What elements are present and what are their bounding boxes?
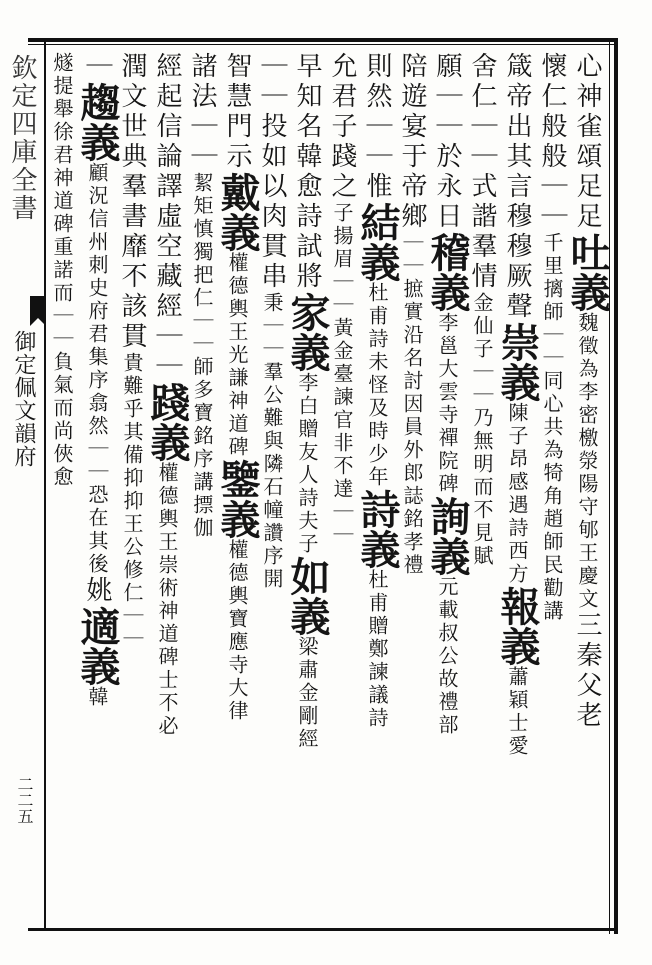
annotation-text: 燧提舉徐君神道碑重諾而｜｜負氣而尚俠 xyxy=(50,52,74,466)
entry-heading: 詢義 xyxy=(424,496,471,576)
body-text: 潤文世典羣書靡不該貫 xyxy=(117,52,147,352)
annotation-text: 李白贈友人詩夫子 xyxy=(295,372,319,556)
entry-heading: 報義 xyxy=(494,586,541,666)
body-text: 諸法｜｜ xyxy=(187,52,217,172)
annotation-text: 陳子昂感遇詩西方 xyxy=(505,402,529,586)
entry-heading: 吐義 xyxy=(564,232,611,312)
collection-title: 欽定四庫全書 xyxy=(7,54,37,222)
body-text: 早知名韓愈詩試將 xyxy=(292,52,322,292)
body-text: 心神雀頌足足 xyxy=(572,52,602,232)
entry-heading: 鑒義 xyxy=(214,459,261,539)
entry-heading: 趨義 xyxy=(74,82,121,162)
entry-heading: 稽義 xyxy=(424,232,471,312)
annotation-text: 千里摛師｜｜同心共為犄角趙師民勸講 xyxy=(540,232,564,623)
entry-heading: 家義 xyxy=(284,292,331,372)
body-text: 懷仁般般｜｜ xyxy=(537,52,567,232)
body-text: 智慧門示 xyxy=(222,52,252,172)
frame-border-top-inner xyxy=(28,44,618,45)
entry-heading: 踐義 xyxy=(144,382,191,462)
annotation-text: 絜矩慎獨把仁｜｜ xyxy=(190,172,214,356)
frame-border-bottom xyxy=(28,928,618,931)
annotation-text: 韓 xyxy=(85,686,109,709)
annotation-text: 權德輿寶應寺大律 xyxy=(225,539,249,723)
body-text: ｜｜投如以肉貫串 xyxy=(257,52,287,292)
body-text: 則然｜｜惟 xyxy=(362,52,392,202)
annotation-text: 貴難乎其備抑抑王公修仁｜｜ xyxy=(120,352,144,651)
annotation-text: 權德輿王崇術神道碑士不必 xyxy=(155,462,179,738)
body-text: 姚 xyxy=(82,576,112,606)
annotation-text: 魏徵為李密檄滎陽守郇王慶文 xyxy=(575,312,599,611)
body-text: 願｜｜於永日 xyxy=(432,52,462,232)
body-text: 允君子踐之 xyxy=(327,52,357,202)
annotation-text: 顧況信州刺史府君集序翕然｜｜恐在其後 xyxy=(85,162,109,576)
entry-heading: 適義 xyxy=(74,606,121,686)
frame-border-right-inner xyxy=(609,38,610,934)
body-text: 舍仁｜｜式諧羣情 xyxy=(467,52,497,292)
annotation-text: 蕭穎士愛 xyxy=(505,666,529,758)
body-text: 三秦父老 xyxy=(572,611,602,731)
annotation-text: 諫官非不達｜｜ xyxy=(330,386,354,547)
annotation-text: 秉｜｜羣公難與隣 xyxy=(260,292,284,476)
annotation-text: 元載叔公故禮部 xyxy=(435,576,459,737)
annotation-text: 石幢讚序開 xyxy=(260,476,284,591)
annotation-text: ｜｜摭實沿名討因 xyxy=(400,232,424,416)
annotation-text: 而不見賦 xyxy=(470,476,494,568)
annotation-text: 子揚眉｜｜黃金臺 xyxy=(330,202,354,386)
annotation-text: 金仙子｜｜乃無明 xyxy=(470,292,494,476)
page-number: 二二五 xyxy=(15,776,34,824)
entry-heading: 結義 xyxy=(354,202,401,282)
annotation-text: 權德輿王光謙神道碑 xyxy=(225,252,249,459)
annotation-text: 杜甫贈鄭諫議詩 xyxy=(365,569,389,730)
frame-border-right xyxy=(614,38,618,934)
entry-heading: 崇義 xyxy=(494,322,541,402)
book-title: 御定佩文韻府 xyxy=(11,330,36,468)
body-text: 陪遊宴于帝鄉 xyxy=(397,52,427,232)
frame-border-top xyxy=(28,38,618,42)
annotation-text: 員外郎誌銘孝禮 xyxy=(400,416,424,577)
body-text: ｜ xyxy=(82,52,112,82)
annotation-text: 梁肅金剛經 xyxy=(295,636,319,751)
body-text: 經起信論譯虛空藏經｜｜ xyxy=(152,52,182,382)
annotation-text: 李邕大雲寺禪院碑 xyxy=(435,312,459,496)
annotation-text: 師多寶銘序講摽伽 xyxy=(190,356,214,540)
annotation-text: 愈 xyxy=(50,466,74,489)
entry-heading: 戴義 xyxy=(214,172,261,252)
body-text: 箴帝出其言穆穆厥聲 xyxy=(502,52,532,322)
entry-heading: 如義 xyxy=(284,556,331,636)
text-column xyxy=(40,52,84,922)
entry-heading: 詩義 xyxy=(354,489,401,569)
annotation-text: 杜甫詩未怪及時少年 xyxy=(365,282,389,489)
